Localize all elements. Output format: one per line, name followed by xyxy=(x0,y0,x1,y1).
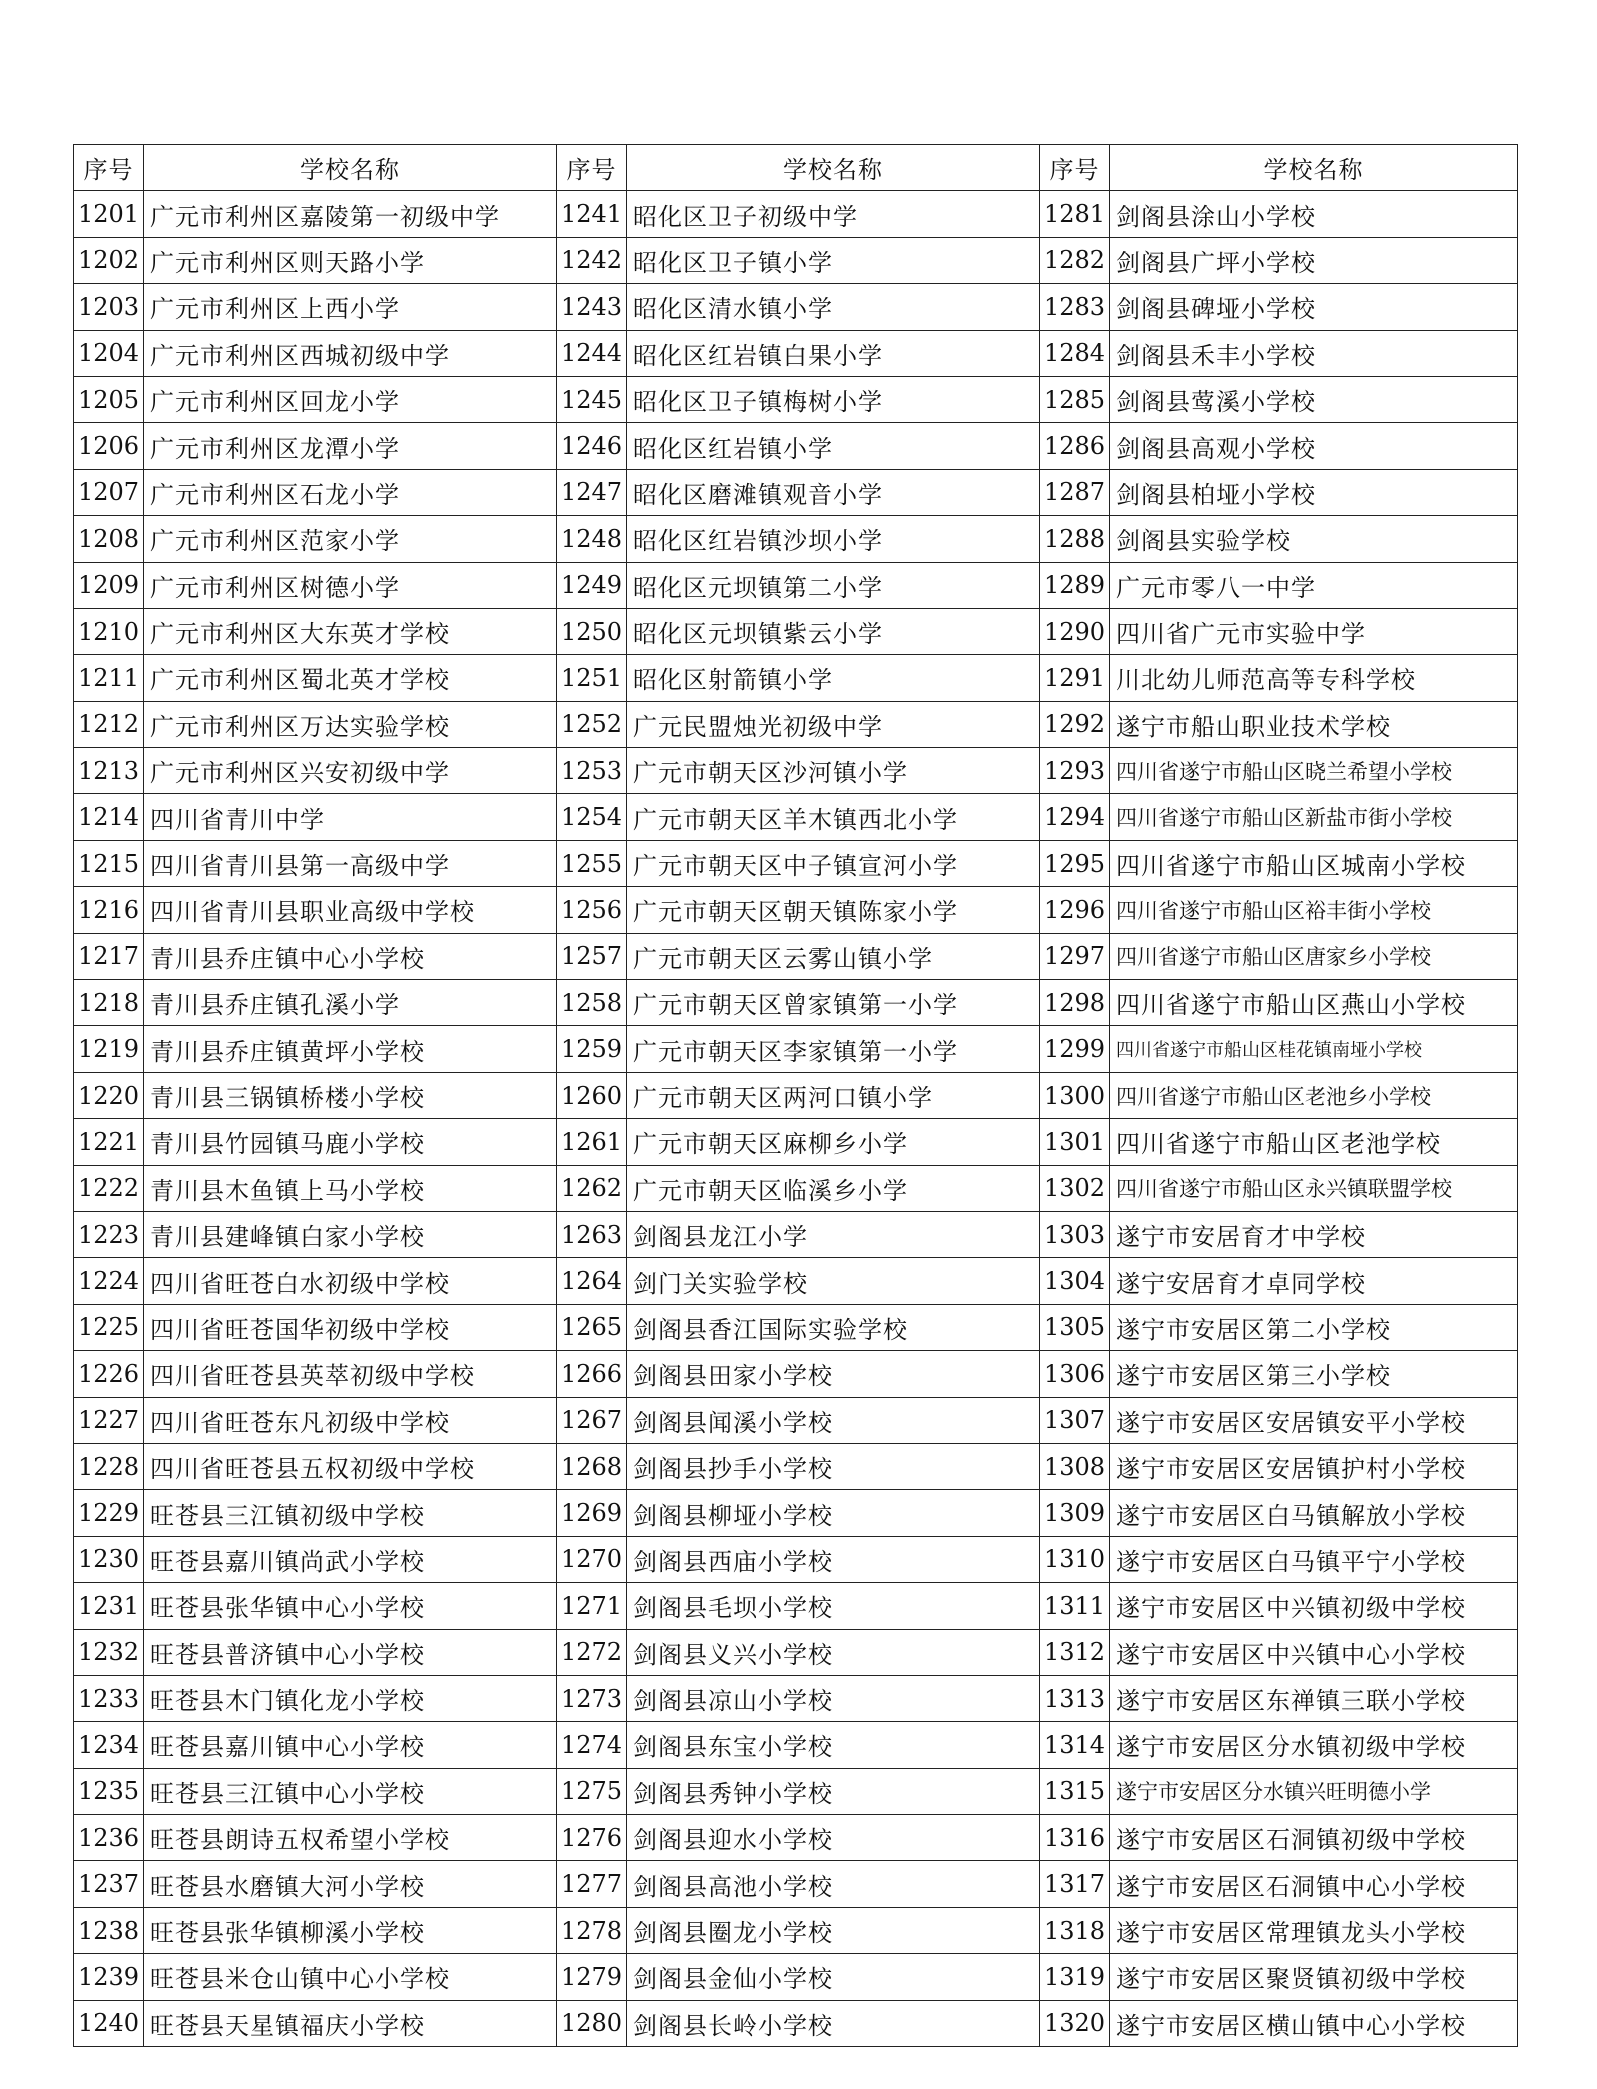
seq-number-cell: 1282 xyxy=(1040,237,1110,283)
table-row xyxy=(74,840,1518,886)
school-name-cell: 剑阁县柏垭小学校 xyxy=(1110,469,1518,515)
seq-number-cell: 1312 xyxy=(1040,1629,1110,1675)
seq-number-cell: 1216 xyxy=(74,887,144,933)
school-name-cell: 广元市朝天区羊木镇西北小学 xyxy=(627,794,1040,840)
seq-number-cell: 1238 xyxy=(74,1907,144,1953)
table-row xyxy=(74,1954,1518,2000)
school-name-cell: 广元市利州区万达实验学校 xyxy=(144,701,557,747)
table-row xyxy=(74,1443,1518,1489)
school-name-cell: 剑阁县东宝小学校 xyxy=(627,1722,1040,1768)
school-name-cell: 四川省遂宁市船山区桂花镇南垭小学校 xyxy=(1110,1026,1518,1072)
seq-number-cell: 1297 xyxy=(1040,933,1110,979)
school-name-cell: 剑阁县高观小学校 xyxy=(1110,423,1518,469)
table-row xyxy=(74,1861,1518,1907)
seq-number-cell: 1292 xyxy=(1040,701,1110,747)
school-name-cell: 遂宁市安居育才中学校 xyxy=(1110,1211,1518,1257)
seq-number-cell: 1251 xyxy=(557,655,627,701)
school-name-cell: 广元市利州区兴安初级中学 xyxy=(144,748,557,794)
school-name-cell: 剑阁县碑垭小学校 xyxy=(1110,284,1518,330)
school-name-cell: 遂宁市安居区石洞镇初级中学校 xyxy=(1110,1815,1518,1861)
seq-number-cell: 1296 xyxy=(1040,887,1110,933)
seq-number-cell: 1219 xyxy=(74,1026,144,1072)
seq-number-cell: 1277 xyxy=(557,1861,627,1907)
seq-number-cell: 1203 xyxy=(74,284,144,330)
table-row xyxy=(74,980,1518,1026)
school-name-cell: 广元市利州区蜀北英才学校 xyxy=(144,655,557,701)
seq-number-cell: 1319 xyxy=(1040,1954,1110,2000)
table-row xyxy=(74,562,1518,608)
seq-number-cell: 1241 xyxy=(557,191,627,237)
school-name-cell: 川北幼儿师范高等专科学校 xyxy=(1110,655,1518,701)
school-name-cell: 剑阁县实验学校 xyxy=(1110,516,1518,562)
school-name-cell: 遂宁市安居区东禅镇三联小学校 xyxy=(1110,1675,1518,1721)
seq-number-cell: 1310 xyxy=(1040,1536,1110,1582)
seq-number-cell: 1284 xyxy=(1040,330,1110,376)
seq-number-cell: 1304 xyxy=(1040,1258,1110,1304)
school-name-cell: 广元市利州区上西小学 xyxy=(144,284,557,330)
seq-number-cell: 1266 xyxy=(557,1351,627,1397)
table-row xyxy=(74,516,1518,562)
seq-number-cell: 1255 xyxy=(557,840,627,886)
seq-number-cell: 1225 xyxy=(74,1304,144,1350)
school-name-cell: 广元市利州区大东英才学校 xyxy=(144,608,557,654)
school-name-cell: 遂宁市安居区石洞镇中心小学校 xyxy=(1110,1861,1518,1907)
col-header-school-name: 学校名称 xyxy=(1110,145,1518,191)
school-name-cell: 遂宁市安居区中兴镇初级中学校 xyxy=(1110,1583,1518,1629)
table-row xyxy=(74,1397,1518,1443)
school-name-cell: 旺苍县米仓山镇中心小学校 xyxy=(144,1954,557,2000)
table-row xyxy=(74,1119,1518,1165)
school-name-cell: 遂宁市安居区横山镇中心小学校 xyxy=(1110,2000,1518,2046)
school-name-cell: 剑阁县长岭小学校 xyxy=(627,2000,1040,2046)
table-row xyxy=(74,1304,1518,1350)
seq-number-cell: 1305 xyxy=(1040,1304,1110,1350)
table-row xyxy=(74,284,1518,330)
seq-number-cell: 1242 xyxy=(557,237,627,283)
seq-number-cell: 1223 xyxy=(74,1211,144,1257)
school-name-cell: 遂宁市安居区第三小学校 xyxy=(1110,1351,1518,1397)
school-name-cell: 剑阁县高池小学校 xyxy=(627,1861,1040,1907)
school-name-cell: 广元市朝天区朝天镇陈家小学 xyxy=(627,887,1040,933)
school-name-cell: 遂宁安居育才卓同学校 xyxy=(1110,1258,1518,1304)
seq-number-cell: 1267 xyxy=(557,1397,627,1443)
seq-number-cell: 1287 xyxy=(1040,469,1110,515)
seq-number-cell: 1306 xyxy=(1040,1351,1110,1397)
seq-number-cell: 1295 xyxy=(1040,840,1110,886)
seq-number-cell: 1204 xyxy=(74,330,144,376)
school-name-cell: 广元市朝天区李家镇第一小学 xyxy=(627,1026,1040,1072)
school-name-cell: 剑阁县毛坝小学校 xyxy=(627,1583,1040,1629)
seq-number-cell: 1311 xyxy=(1040,1583,1110,1629)
school-name-cell: 四川省遂宁市船山区永兴镇联盟学校 xyxy=(1110,1165,1518,1211)
school-name-cell: 广元市零八一中学 xyxy=(1110,562,1518,608)
seq-number-cell: 1307 xyxy=(1040,1397,1110,1443)
school-name-cell: 广元市利州区回龙小学 xyxy=(144,376,557,422)
school-name-cell: 青川县建峰镇白家小学校 xyxy=(144,1211,557,1257)
seq-number-cell: 1256 xyxy=(557,887,627,933)
seq-number-cell: 1262 xyxy=(557,1165,627,1211)
seq-number-cell: 1246 xyxy=(557,423,627,469)
school-name-cell: 昭化区卫子初级中学 xyxy=(627,191,1040,237)
school-name-cell: 广元市利州区嘉陵第一初级中学 xyxy=(144,191,557,237)
school-name-cell: 旺苍县张华镇中心小学校 xyxy=(144,1583,557,1629)
seq-number-cell: 1281 xyxy=(1040,191,1110,237)
school-name-cell: 广元市利州区范家小学 xyxy=(144,516,557,562)
school-name-cell: 剑门关实验学校 xyxy=(627,1258,1040,1304)
school-name-cell: 四川省遂宁市船山区裕丰街小学校 xyxy=(1110,887,1518,933)
school-name-cell: 四川省青川中学 xyxy=(144,794,557,840)
table-row xyxy=(74,1351,1518,1397)
school-name-cell: 遂宁市安居区安居镇安平小学校 xyxy=(1110,1397,1518,1443)
table-row xyxy=(74,1536,1518,1582)
table-row xyxy=(74,608,1518,654)
school-name-cell: 旺苍县天星镇福庆小学校 xyxy=(144,2000,557,2046)
table-row xyxy=(74,748,1518,794)
table-row xyxy=(74,1072,1518,1118)
seq-number-cell: 1313 xyxy=(1040,1675,1110,1721)
table-row xyxy=(74,1629,1518,1675)
school-name-cell: 四川省旺苍国华初级中学校 xyxy=(144,1304,557,1350)
seq-number-cell: 1291 xyxy=(1040,655,1110,701)
school-name-cell: 剑阁县西庙小学校 xyxy=(627,1536,1040,1582)
seq-number-cell: 1264 xyxy=(557,1258,627,1304)
seq-number-cell: 1309 xyxy=(1040,1490,1110,1536)
table-row xyxy=(74,1026,1518,1072)
seq-number-cell: 1260 xyxy=(557,1072,627,1118)
seq-number-cell: 1273 xyxy=(557,1675,627,1721)
seq-number-cell: 1289 xyxy=(1040,562,1110,608)
school-name-cell: 剑阁县莺溪小学校 xyxy=(1110,376,1518,422)
school-name-cell: 旺苍县朗诗五权希望小学校 xyxy=(144,1815,557,1861)
table-row xyxy=(74,887,1518,933)
seq-number-cell: 1316 xyxy=(1040,1815,1110,1861)
school-name-cell: 剑阁县抄手小学校 xyxy=(627,1443,1040,1489)
seq-number-cell: 1233 xyxy=(74,1675,144,1721)
school-name-cell: 剑阁县香江国际实验学校 xyxy=(627,1304,1040,1350)
seq-number-cell: 1218 xyxy=(74,980,144,1026)
seq-number-cell: 1271 xyxy=(557,1583,627,1629)
school-name-cell: 遂宁市安居区白马镇解放小学校 xyxy=(1110,1490,1518,1536)
school-name-cell: 广元市利州区石龙小学 xyxy=(144,469,557,515)
school-name-cell: 剑阁县迎水小学校 xyxy=(627,1815,1040,1861)
seq-number-cell: 1222 xyxy=(74,1165,144,1211)
school-name-cell: 旺苍县水磨镇大河小学校 xyxy=(144,1861,557,1907)
seq-number-cell: 1207 xyxy=(74,469,144,515)
table-row xyxy=(74,1258,1518,1304)
school-name-cell: 剑阁县田家小学校 xyxy=(627,1351,1040,1397)
school-name-cell: 剑阁县秀钟小学校 xyxy=(627,1768,1040,1814)
school-name-cell: 广元市朝天区麻柳乡小学 xyxy=(627,1119,1040,1165)
seq-number-cell: 1248 xyxy=(557,516,627,562)
table-row xyxy=(74,794,1518,840)
seq-number-cell: 1211 xyxy=(74,655,144,701)
table-row xyxy=(74,1907,1518,1953)
school-name-cell: 遂宁市船山职业技术学校 xyxy=(1110,701,1518,747)
school-name-cell: 青川县木鱼镇上马小学校 xyxy=(144,1165,557,1211)
school-name-cell: 四川省青川县第一高级中学 xyxy=(144,840,557,886)
table-row xyxy=(74,1165,1518,1211)
seq-number-cell: 1231 xyxy=(74,1583,144,1629)
school-name-cell: 剑阁县禾丰小学校 xyxy=(1110,330,1518,376)
school-name-cell: 青川县竹园镇马鹿小学校 xyxy=(144,1119,557,1165)
seq-number-cell: 1258 xyxy=(557,980,627,1026)
school-name-cell: 四川省遂宁市船山区新盐市街小学校 xyxy=(1110,794,1518,840)
school-name-cell: 四川省青川县职业高级中学校 xyxy=(144,887,557,933)
table-row xyxy=(74,2000,1518,2046)
table-row xyxy=(74,1490,1518,1536)
school-name-cell: 青川县乔庄镇黄坪小学校 xyxy=(144,1026,557,1072)
seq-number-cell: 1285 xyxy=(1040,376,1110,422)
school-name-cell: 旺苍县张华镇柳溪小学校 xyxy=(144,1907,557,1953)
school-name-cell: 遂宁市安居区第二小学校 xyxy=(1110,1304,1518,1350)
seq-number-cell: 1283 xyxy=(1040,284,1110,330)
seq-number-cell: 1257 xyxy=(557,933,627,979)
seq-number-cell: 1234 xyxy=(74,1722,144,1768)
seq-number-cell: 1236 xyxy=(74,1815,144,1861)
school-name-cell: 昭化区卫子镇梅树小学 xyxy=(627,376,1040,422)
seq-number-cell: 1265 xyxy=(557,1304,627,1350)
table-header-row xyxy=(74,145,1518,191)
school-name-cell: 广元市利州区树德小学 xyxy=(144,562,557,608)
seq-number-cell: 1275 xyxy=(557,1768,627,1814)
school-name-cell: 剑阁县广坪小学校 xyxy=(1110,237,1518,283)
seq-number-cell: 1303 xyxy=(1040,1211,1110,1257)
school-name-cell: 四川省遂宁市船山区老池乡小学校 xyxy=(1110,1072,1518,1118)
school-name-cell: 四川省旺苍县英萃初级中学校 xyxy=(144,1351,557,1397)
table-row xyxy=(74,655,1518,701)
seq-number-cell: 1227 xyxy=(74,1397,144,1443)
seq-number-cell: 1220 xyxy=(74,1072,144,1118)
school-name-cell: 四川省遂宁市船山区城南小学校 xyxy=(1110,840,1518,886)
school-name-cell: 广元市朝天区沙河镇小学 xyxy=(627,748,1040,794)
school-name-cell: 四川省遂宁市船山区燕山小学校 xyxy=(1110,980,1518,1026)
seq-number-cell: 1288 xyxy=(1040,516,1110,562)
school-name-cell: 旺苍县嘉川镇尚武小学校 xyxy=(144,1536,557,1582)
seq-number-cell: 1230 xyxy=(74,1536,144,1582)
school-name-cell: 昭化区红岩镇小学 xyxy=(627,423,1040,469)
seq-number-cell: 1206 xyxy=(74,423,144,469)
seq-number-cell: 1314 xyxy=(1040,1722,1110,1768)
table-row xyxy=(74,1815,1518,1861)
seq-number-cell: 1229 xyxy=(74,1490,144,1536)
seq-number-cell: 1268 xyxy=(557,1443,627,1489)
school-name-cell: 昭化区卫子镇小学 xyxy=(627,237,1040,283)
school-name-cell: 四川省广元市实验中学 xyxy=(1110,608,1518,654)
seq-number-cell: 1276 xyxy=(557,1815,627,1861)
seq-number-cell: 1298 xyxy=(1040,980,1110,1026)
school-name-cell: 剑阁县闻溪小学校 xyxy=(627,1397,1040,1443)
seq-number-cell: 1235 xyxy=(74,1768,144,1814)
seq-number-cell: 1250 xyxy=(557,608,627,654)
school-name-cell: 昭化区元坝镇第二小学 xyxy=(627,562,1040,608)
seq-number-cell: 1240 xyxy=(74,2000,144,2046)
seq-number-cell: 1210 xyxy=(74,608,144,654)
school-name-cell: 剑阁县凉山小学校 xyxy=(627,1675,1040,1721)
school-name-cell: 四川省旺苍白水初级中学校 xyxy=(144,1258,557,1304)
seq-number-cell: 1245 xyxy=(557,376,627,422)
school-name-cell: 剑阁县圈龙小学校 xyxy=(627,1907,1040,1953)
seq-number-cell: 1224 xyxy=(74,1258,144,1304)
seq-number-cell: 1308 xyxy=(1040,1443,1110,1489)
col-header-school-name: 学校名称 xyxy=(627,145,1040,191)
seq-number-cell: 1228 xyxy=(74,1443,144,1489)
seq-number-cell: 1244 xyxy=(557,330,627,376)
table-row xyxy=(74,330,1518,376)
table-row xyxy=(74,701,1518,747)
seq-number-cell: 1300 xyxy=(1040,1072,1110,1118)
school-name-cell: 青川县三锅镇桥楼小学校 xyxy=(144,1072,557,1118)
school-name-cell: 旺苍县三江镇初级中学校 xyxy=(144,1490,557,1536)
seq-number-cell: 1294 xyxy=(1040,794,1110,840)
seq-number-cell: 1205 xyxy=(74,376,144,422)
table-row xyxy=(74,933,1518,979)
seq-number-cell: 1261 xyxy=(557,1119,627,1165)
school-name-cell: 剑阁县义兴小学校 xyxy=(627,1629,1040,1675)
seq-number-cell: 1252 xyxy=(557,701,627,747)
seq-number-cell: 1201 xyxy=(74,191,144,237)
seq-number-cell: 1253 xyxy=(557,748,627,794)
school-name-cell: 剑阁县涂山小学校 xyxy=(1110,191,1518,237)
seq-number-cell: 1254 xyxy=(557,794,627,840)
seq-number-cell: 1217 xyxy=(74,933,144,979)
school-name-cell: 四川省遂宁市船山区唐家乡小学校 xyxy=(1110,933,1518,979)
table-row xyxy=(74,469,1518,515)
seq-number-cell: 1208 xyxy=(74,516,144,562)
seq-number-cell: 1299 xyxy=(1040,1026,1110,1072)
school-name-cell: 广元市朝天区中子镇宣河小学 xyxy=(627,840,1040,886)
school-name-cell: 昭化区清水镇小学 xyxy=(627,284,1040,330)
school-name-cell: 昭化区红岩镇白果小学 xyxy=(627,330,1040,376)
seq-number-cell: 1278 xyxy=(557,1907,627,1953)
seq-number-cell: 1302 xyxy=(1040,1165,1110,1211)
school-name-cell: 青川县乔庄镇孔溪小学 xyxy=(144,980,557,1026)
table-row xyxy=(74,1722,1518,1768)
seq-number-cell: 1243 xyxy=(557,284,627,330)
seq-number-cell: 1286 xyxy=(1040,423,1110,469)
school-name-cell: 广元市朝天区两河口镇小学 xyxy=(627,1072,1040,1118)
school-name-cell: 昭化区射箭镇小学 xyxy=(627,655,1040,701)
school-name-cell: 遂宁市安居区安居镇护村小学校 xyxy=(1110,1443,1518,1489)
school-name-cell: 四川省遂宁市船山区老池学校 xyxy=(1110,1119,1518,1165)
seq-number-cell: 1215 xyxy=(74,840,144,886)
school-name-cell: 昭化区红岩镇沙坝小学 xyxy=(627,516,1040,562)
school-name-cell: 遂宁市安居区分水镇兴旺明德小学 xyxy=(1110,1768,1518,1814)
table-row xyxy=(74,237,1518,283)
table-row xyxy=(74,1583,1518,1629)
seq-number-cell: 1213 xyxy=(74,748,144,794)
school-name-cell: 剑阁县金仙小学校 xyxy=(627,1954,1040,2000)
table-row xyxy=(74,376,1518,422)
seq-number-cell: 1259 xyxy=(557,1026,627,1072)
seq-number-cell: 1293 xyxy=(1040,748,1110,794)
school-name-cell: 青川县乔庄镇中心小学校 xyxy=(144,933,557,979)
table-row xyxy=(74,1768,1518,1814)
col-header-school-name: 学校名称 xyxy=(144,145,557,191)
school-name-cell: 四川省旺苍县五权初级中学校 xyxy=(144,1443,557,1489)
seq-number-cell: 1214 xyxy=(74,794,144,840)
school-name-cell: 广元市朝天区云雾山镇小学 xyxy=(627,933,1040,979)
seq-number-cell: 1202 xyxy=(74,237,144,283)
seq-number-cell: 1274 xyxy=(557,1722,627,1768)
seq-number-cell: 1280 xyxy=(557,2000,627,2046)
school-name-cell: 剑阁县龙江小学 xyxy=(627,1211,1040,1257)
seq-number-cell: 1209 xyxy=(74,562,144,608)
school-name-cell: 遂宁市安居区常理镇龙头小学校 xyxy=(1110,1907,1518,1953)
seq-number-cell: 1270 xyxy=(557,1536,627,1582)
school-name-cell: 遂宁市安居区中兴镇中心小学校 xyxy=(1110,1629,1518,1675)
school-name-cell: 广元市利州区西城初级中学 xyxy=(144,330,557,376)
seq-number-cell: 1239 xyxy=(74,1954,144,2000)
school-name-cell: 广元市利州区龙潭小学 xyxy=(144,423,557,469)
seq-number-cell: 1318 xyxy=(1040,1907,1110,1953)
seq-number-cell: 1290 xyxy=(1040,608,1110,654)
school-name-cell: 旺苍县嘉川镇中心小学校 xyxy=(144,1722,557,1768)
table-row xyxy=(74,1211,1518,1257)
school-name-cell: 广元民盟烛光初级中学 xyxy=(627,701,1040,747)
seq-number-cell: 1249 xyxy=(557,562,627,608)
school-name-cell: 四川省遂宁市船山区晓兰希望小学校 xyxy=(1110,748,1518,794)
table-row xyxy=(74,423,1518,469)
seq-number-cell: 1221 xyxy=(74,1119,144,1165)
school-name-cell: 遂宁市安居区白马镇平宁小学校 xyxy=(1110,1536,1518,1582)
seq-number-cell: 1263 xyxy=(557,1211,627,1257)
seq-number-cell: 1212 xyxy=(74,701,144,747)
seq-number-cell: 1301 xyxy=(1040,1119,1110,1165)
school-name-cell: 旺苍县普济镇中心小学校 xyxy=(144,1629,557,1675)
school-name-cell: 遂宁市安居区分水镇初级中学校 xyxy=(1110,1722,1518,1768)
col-header-seq: 序号 xyxy=(1040,145,1110,191)
seq-number-cell: 1226 xyxy=(74,1351,144,1397)
school-name-cell: 遂宁市安居区聚贤镇初级中学校 xyxy=(1110,1954,1518,2000)
col-header-seq: 序号 xyxy=(557,145,627,191)
school-name-cell: 旺苍县三江镇中心小学校 xyxy=(144,1768,557,1814)
seq-number-cell: 1315 xyxy=(1040,1768,1110,1814)
seq-number-cell: 1237 xyxy=(74,1861,144,1907)
school-list-table xyxy=(73,144,1518,2047)
col-header-seq: 序号 xyxy=(74,145,144,191)
school-name-cell: 昭化区磨滩镇观音小学 xyxy=(627,469,1040,515)
school-name-cell: 广元市朝天区曾家镇第一小学 xyxy=(627,980,1040,1026)
seq-number-cell: 1279 xyxy=(557,1954,627,2000)
seq-number-cell: 1232 xyxy=(74,1629,144,1675)
table-row xyxy=(74,191,1518,237)
seq-number-cell: 1247 xyxy=(557,469,627,515)
seq-number-cell: 1317 xyxy=(1040,1861,1110,1907)
school-name-cell: 旺苍县木门镇化龙小学校 xyxy=(144,1675,557,1721)
school-name-cell: 昭化区元坝镇紫云小学 xyxy=(627,608,1040,654)
seq-number-cell: 1272 xyxy=(557,1629,627,1675)
school-name-cell: 广元市朝天区临溪乡小学 xyxy=(627,1165,1040,1211)
school-name-cell: 四川省旺苍东凡初级中学校 xyxy=(144,1397,557,1443)
seq-number-cell: 1320 xyxy=(1040,2000,1110,2046)
table-row xyxy=(74,1675,1518,1721)
school-name-cell: 剑阁县柳垭小学校 xyxy=(627,1490,1040,1536)
school-name-cell: 广元市利州区则天路小学 xyxy=(144,237,557,283)
seq-number-cell: 1269 xyxy=(557,1490,627,1536)
